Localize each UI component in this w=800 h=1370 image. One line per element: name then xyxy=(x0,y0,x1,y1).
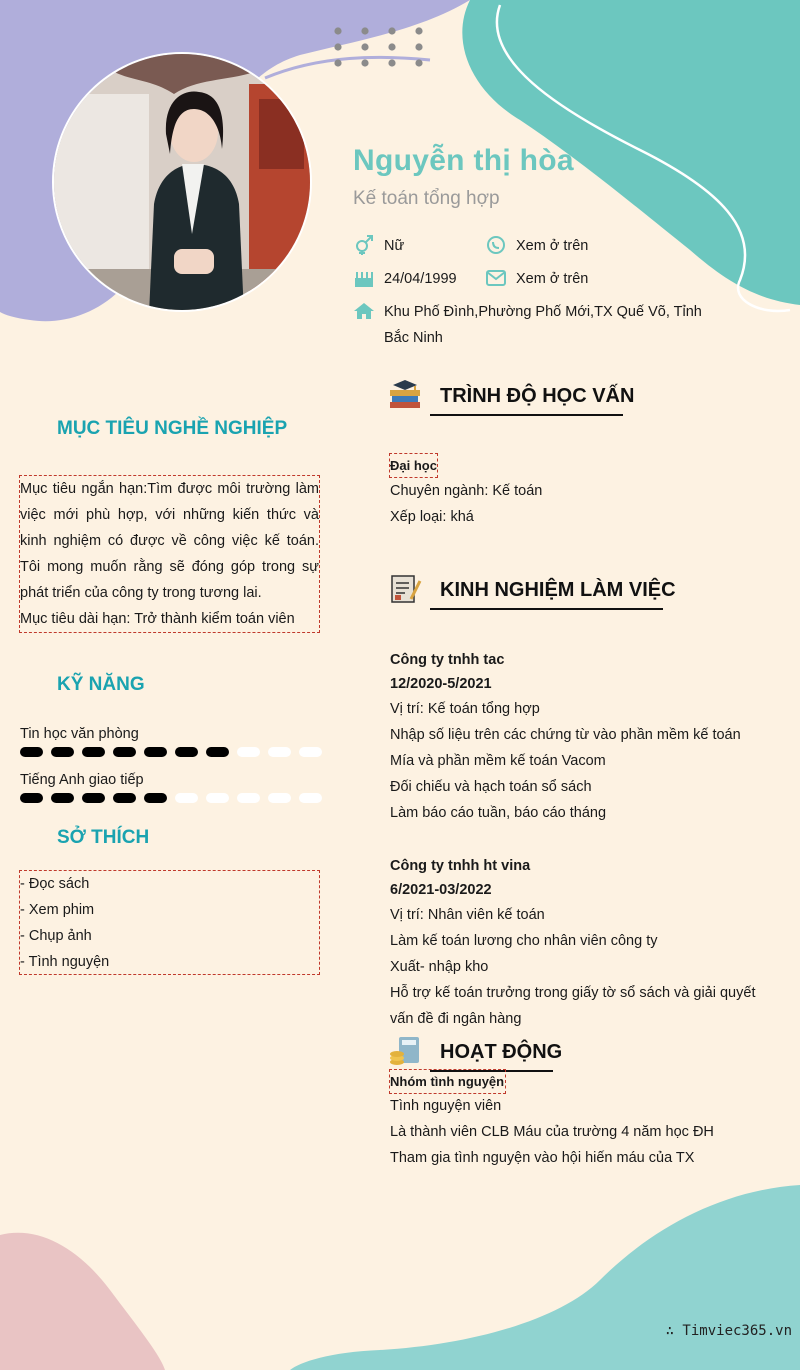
mail-icon xyxy=(485,268,507,288)
skill-segment-empty xyxy=(206,793,229,803)
job-line: Hỗ trợ kế toán trưởng trong giấy tờ sổ sách và giải quyết xyxy=(390,985,756,1001)
job-line: Làm báo cáo tuần, báo cáo tháng xyxy=(390,805,607,821)
activity-line: Tham gia tình nguyện vào hội hiến máu của TX xyxy=(390,1150,695,1166)
skill-segment-filled xyxy=(20,793,43,803)
brand-watermark xyxy=(666,1323,792,1339)
activity-line: Là thành viên CLB Máu của trường 4 năm học ĐH xyxy=(390,1124,714,1140)
calculator-icon xyxy=(389,1035,423,1067)
skill-segment-empty xyxy=(268,793,291,803)
skill-segment-filled xyxy=(113,793,136,803)
education-title: TRÌNH ĐỘ HỌC VẤN xyxy=(440,385,635,407)
hobby-item: - Xem phim xyxy=(20,902,95,918)
job-period: 6/2021-03/2022 xyxy=(390,882,492,898)
skill-segment-filled xyxy=(144,793,167,803)
hobbies-title: SỞ THÍCH xyxy=(57,827,150,848)
skill-segment-filled xyxy=(175,747,198,757)
job-line: Mía và phần mềm kế toán Vacom xyxy=(390,753,606,769)
pink-bottom-blob xyxy=(0,1233,165,1370)
job-line: Làm kế toán lương cho nhân viên công ty xyxy=(390,933,658,949)
skill-segment-empty xyxy=(299,793,322,803)
job-line: Vị trí: Nhân viên kế toán xyxy=(390,907,545,923)
phone-icon xyxy=(485,235,507,255)
activities-title: HOẠT ĐỘNG xyxy=(440,1041,563,1063)
skill-segment-filled xyxy=(82,747,105,757)
avatar xyxy=(52,52,312,312)
skill-segment-empty xyxy=(268,747,291,757)
job-line: vấn đề đi ngân hàng xyxy=(390,1011,522,1027)
experience-title: KINH NGHIỆM LÀM VIỆC xyxy=(440,579,676,601)
books-icon xyxy=(388,378,422,410)
phone-value: Xem ở trên xyxy=(516,238,589,254)
skill-level-bar xyxy=(20,793,322,803)
education-rank: Xếp loại: khá xyxy=(390,509,474,525)
skill-name-english: Tiếng Anh giao tiếp xyxy=(20,772,144,788)
brand-text: Timviec365.vn xyxy=(682,1323,792,1339)
education-underline xyxy=(430,414,623,416)
skill-segment-filled xyxy=(20,747,43,757)
job-title: Kế toán tổng hợp xyxy=(353,188,500,209)
job-line: Nhập số liệu trên các chứng từ vào phần mềm kế toán xyxy=(390,727,741,743)
email-value: Xem ở trên xyxy=(516,271,589,287)
skill-segment-empty xyxy=(175,793,198,803)
objective-short-term: Mục tiêu ngắn hạn:Tìm được môi trường làm việc mới phù hợp, với những kiến thức và kinh nghiệm có được về công việc kế toán. Tôi mong muốn rằng sẽ đóng góp trong sự phát triển của công ty trong tương lai. xyxy=(20,481,319,601)
hobby-item: - Tình nguyện xyxy=(20,954,110,970)
activity-line: Tình nguyện viên xyxy=(390,1098,502,1114)
cake-icon xyxy=(353,268,375,288)
activity-group: Nhóm tình nguyện xyxy=(390,1074,505,1089)
skill-segment-empty xyxy=(237,793,260,803)
skill-segment-filled xyxy=(144,747,167,757)
education-major: Chuyên ngành: Kế toán xyxy=(390,483,543,499)
job-period: 12/2020-5/2021 xyxy=(390,676,492,692)
job-company: Công ty tnhh ht vina xyxy=(390,858,531,874)
candidate-name: Nguyễn thị hòa xyxy=(353,144,574,177)
lavender-outline xyxy=(265,57,430,78)
skill-segment-filled xyxy=(51,793,74,803)
report-icon xyxy=(389,573,423,605)
job-line: Xuất- nhập kho xyxy=(390,959,489,975)
skill-segment-filled xyxy=(51,747,74,757)
skill-segment-empty xyxy=(299,747,322,757)
job-company: Công ty tnhh tac xyxy=(390,652,505,668)
skill-segment-empty xyxy=(237,747,260,757)
skills-title: KỸ NĂNG xyxy=(57,674,145,695)
job-line: Đối chiếu và hạch toán sổ sách xyxy=(390,779,592,795)
job-line: Vị trí: Kế toán tổng hợp xyxy=(390,701,540,717)
teal-bottom-blob xyxy=(290,1185,800,1370)
address-line-2: Bắc Ninh xyxy=(384,330,443,346)
skill-name-office: Tin học văn phòng xyxy=(20,726,139,742)
home-icon xyxy=(353,301,375,321)
brand-logo-icon: ∴ xyxy=(665,1323,683,1339)
experience-underline xyxy=(430,608,663,610)
objective-long-term: Mục tiêu dài hạn: Trở thành kiểm toán viên xyxy=(20,611,295,627)
skill-segment-filled xyxy=(206,747,229,757)
skill-segment-filled xyxy=(113,747,136,757)
objective-title: MỤC TIÊU NGHỀ NGHIỆP xyxy=(57,418,288,439)
gender-icon xyxy=(353,235,375,255)
skill-segment-filled xyxy=(82,793,105,803)
birthday-value: 24/04/1999 xyxy=(384,271,457,287)
hobby-item: - Đọc sách xyxy=(20,876,90,892)
school-name: Đại học xyxy=(390,458,437,473)
gender-value: Nữ xyxy=(384,238,405,254)
skill-level-bar xyxy=(20,747,322,757)
address-line-1: Khu Phố Đình,Phường Phố Mới,TX Quế Võ, Tỉnh xyxy=(384,304,702,320)
hobby-item: - Chụp ảnh xyxy=(20,928,92,944)
